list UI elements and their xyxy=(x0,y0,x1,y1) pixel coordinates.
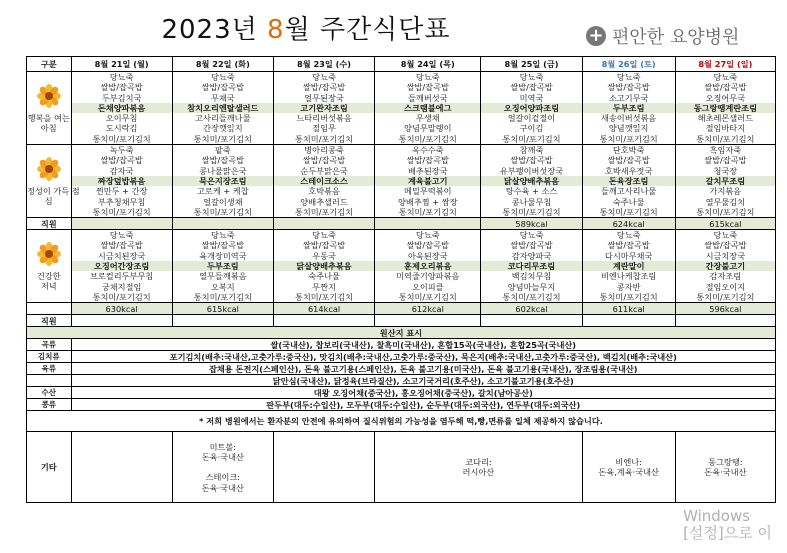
menu-item: 청국장 xyxy=(713,165,738,176)
menu-item: 양념마늘무지 xyxy=(507,281,556,292)
kcal-value: 624kcal xyxy=(582,218,675,230)
menu-item: 순두부맑은국 xyxy=(300,165,348,176)
origin-category: 김치류 xyxy=(27,351,72,363)
menu-item: 통치미/포기김치 xyxy=(294,206,354,217)
etc-label: 기타 xyxy=(27,432,72,503)
day-menu xyxy=(582,72,675,145)
menu-item: 시금치장국 xyxy=(705,250,746,261)
menu-item: 부추청채무침 xyxy=(97,196,146,207)
menu-item: 감자양파국 xyxy=(511,250,552,261)
menu-item: 통치미/포기김치 xyxy=(193,206,252,217)
menu-item: 쌀밥/잡곡밥 xyxy=(406,155,449,166)
menu-item: 쌀밥/잡곡밥 xyxy=(201,240,244,251)
etc-line: 러시아산 xyxy=(462,467,495,478)
kcal-value: 611kcal xyxy=(582,303,675,315)
kcal-value: 615kcal xyxy=(675,218,775,230)
staff-empty xyxy=(582,315,675,327)
menu-item: 오복지 xyxy=(210,281,235,292)
day-menu xyxy=(481,145,582,218)
day-header: 8월 27일 (일) xyxy=(675,57,775,72)
menu-item: 쌀밥/잡곡밥 xyxy=(100,240,143,251)
origin-category: 수산 xyxy=(27,387,72,399)
header-row xyxy=(27,57,776,72)
menu-item: 무생채 xyxy=(415,113,440,124)
etc-line: 스테이크: xyxy=(205,472,241,483)
day-header: 8월 22일 (화) xyxy=(172,57,273,72)
menu-item: 통치미/포기김치 xyxy=(193,291,252,302)
etc-line: 동그랑땡: xyxy=(708,456,743,467)
menu-item: 탕수육 + 소스 xyxy=(505,186,558,197)
menu-item: 절임오이지 xyxy=(705,281,746,292)
staff-empty xyxy=(375,315,481,327)
menu-item: 쌀밥/잡곡밥 xyxy=(510,82,553,93)
hospital-name: 편안한 요양병원 xyxy=(612,27,740,48)
menu-item: 열무물김치 xyxy=(705,196,746,207)
menu-item: 우동국 xyxy=(312,250,336,261)
origin-text: 쌀(국내산), 찹보리(국내산), 찰흑미(국내산), 혼합15곡(국내산), 혼합25곡(국내산) xyxy=(71,339,775,351)
menu-item: 쌀밥/잡곡밥 xyxy=(406,82,449,93)
staff-empty xyxy=(481,315,582,327)
menu-item: 당뇨죽 xyxy=(713,72,738,82)
menu-item: 양배추찜 + 쌈장 xyxy=(398,196,458,207)
menu-item: 병아리콩죽 xyxy=(304,145,344,156)
menu-item: 오징어간장조림 xyxy=(72,261,172,271)
menu-item: 콩자반 xyxy=(616,281,641,292)
meal-row xyxy=(27,145,776,218)
menu-item: 당뇨죽 xyxy=(210,72,235,82)
kcal-label: 직원 xyxy=(27,218,72,230)
day-header: 8월 26일 (토) xyxy=(582,57,675,72)
origin-row xyxy=(27,351,776,363)
menu-item: 갈치무조림 xyxy=(676,176,775,186)
origin-category: 곡류 xyxy=(27,339,72,351)
meal-label xyxy=(27,72,72,145)
menu-item: 당뇨죽 xyxy=(312,230,336,241)
day-menu xyxy=(172,230,273,303)
menu-item: 쌀밥/잡곡밥 xyxy=(100,82,143,93)
menu-item: 무짠지 xyxy=(312,281,336,292)
staff-label: 직원 xyxy=(27,315,72,327)
origin-text: 대왕 오징어채(중국산), 홍오징어채(중국산), 갈치(남아공산) xyxy=(71,387,775,399)
menu-item: 들깨버섯국 xyxy=(408,92,448,103)
menu-item: 당뇨죽 xyxy=(519,72,544,82)
origin-title: 원산지 표시 xyxy=(27,327,776,339)
menu-item: 닭살양배추볶음 xyxy=(481,176,581,186)
menu-item: 오징어양파조림 xyxy=(481,103,581,113)
menu-item: 통치미/포기김치 xyxy=(294,291,354,302)
kcal-value xyxy=(375,218,481,230)
menu-item: 당뇨죽 xyxy=(616,72,641,82)
menu-item: 흑임자죽 xyxy=(709,145,742,156)
etc-cell xyxy=(71,432,172,503)
menu-item: 팥죽 xyxy=(214,145,231,156)
origin-text: 포기김치(배추:국내산,고춧가루:중국산), 맛김치(배추:국내산,고춧가루:중국산), 묵은지(배추:국내산,고춧가루:중국산), 백김치(배추:국내산) xyxy=(71,351,775,363)
menu-item: 양념무말랭이 xyxy=(404,123,452,134)
menu-item: 콩나물맑은국 xyxy=(199,165,247,176)
menu-item: 녹두죽 xyxy=(109,145,134,156)
menu-item: 통치미/포기김치 xyxy=(92,133,151,144)
meal-label-line: 행복을 여는 xyxy=(27,112,70,123)
menu-item: 궁채지절임 xyxy=(101,281,142,292)
kcal-row xyxy=(27,303,776,315)
menu-item: 얼갈이생채 xyxy=(203,196,243,207)
origin-row xyxy=(27,339,776,351)
page-title: 2023년 8월 주간식단표 xyxy=(161,15,451,45)
day-header: 8월 23일 (수) xyxy=(273,57,374,72)
menu-item: 당뇨죽 xyxy=(109,230,134,241)
menu-sheet xyxy=(26,8,776,548)
menu-item: 시금치된장국 xyxy=(97,250,146,261)
menu-item: 감자국 xyxy=(109,165,134,176)
menu-item: 두부조림 xyxy=(583,103,675,113)
menu-item: 고사리들깨나물 xyxy=(195,113,251,124)
day-menu xyxy=(675,230,775,303)
kcal-value: 602kcal xyxy=(481,303,582,315)
kcal-value: 596kcal xyxy=(675,303,775,315)
meal-row xyxy=(27,72,776,145)
menu-item: 코다리무조림 xyxy=(481,261,581,271)
meal-label xyxy=(27,230,72,303)
menu-item: 당뇨죽 xyxy=(415,72,440,82)
menu-item: 통치미/포기김치 xyxy=(696,291,755,302)
menu-item: 통치미/포기김치 xyxy=(92,291,151,302)
menu-item: 느타리버섯볶음 xyxy=(296,113,352,124)
meal-row xyxy=(27,230,776,303)
menu-item: 쌀밥/잡곡밥 xyxy=(510,240,553,251)
menu-item: 참깨죽 xyxy=(519,145,544,156)
menu-item: 옥수수죽 xyxy=(411,145,444,156)
menu-item: 배추된장국 xyxy=(408,165,448,176)
menu-item: 육개장미역국 xyxy=(199,250,247,261)
menu-item: 감자조림 xyxy=(709,271,742,282)
menu-item: 단호박죽 xyxy=(612,145,645,156)
day-menu xyxy=(375,230,481,303)
etc-cell xyxy=(375,432,582,503)
menu-item: 백김치무침 xyxy=(511,271,552,282)
notice-row xyxy=(27,411,776,432)
kcal-value xyxy=(273,218,374,230)
menu-item: 다시마무채국 xyxy=(604,250,653,261)
day-menu xyxy=(71,230,172,303)
day-menu xyxy=(172,145,273,218)
etc-line xyxy=(173,462,273,472)
staff-empty xyxy=(273,315,374,327)
etc-cell xyxy=(273,432,374,503)
etc-line: 돈육·국내산 xyxy=(201,482,244,493)
etc-line: 코다리: xyxy=(465,456,492,467)
menu-item: 통치미/포기김치 xyxy=(696,206,755,217)
menu-item: 오징어무국 xyxy=(705,92,746,103)
origin-category: 육류 xyxy=(27,363,72,375)
meal-label-line: 아침 xyxy=(40,123,57,134)
menu-item: 통치미/포기김치 xyxy=(599,291,658,302)
origin-text: 판두부(대두:수입산), 모두부(대두:수입산), 순두부(대두:외국산), 연두부(대두:외국산) xyxy=(71,399,775,411)
etc-cell xyxy=(675,432,775,503)
menu-item: 쌀밥/잡곡밥 xyxy=(201,155,244,166)
menu-item: 두부조림 xyxy=(173,261,273,271)
day-menu xyxy=(375,145,481,218)
menu-item: 스테이크소스 xyxy=(274,176,374,186)
day-menu xyxy=(481,72,582,145)
menu-item: 쌀밥/잡곡밥 xyxy=(201,82,244,93)
menu-item: 미역국 xyxy=(519,92,544,103)
menu-item: 오이무침 xyxy=(105,113,138,124)
day-menu xyxy=(71,145,172,218)
menu-item: 호박볶음 xyxy=(308,186,340,197)
etc-cell xyxy=(582,432,675,503)
staff-empty xyxy=(71,315,172,327)
etc-line: 비엔나: xyxy=(615,456,642,467)
menu-item: 쌀밥/잡곡밥 xyxy=(704,155,747,166)
menu-item: 당뇨죽 xyxy=(713,230,738,241)
menu-item: 쌀밥/잡곡밥 xyxy=(302,155,346,166)
menu-item: 고로케 + 케찹 xyxy=(197,186,249,197)
menu-item: 간장깻잎지 xyxy=(203,123,243,134)
menu-item: 메밀무떡볶이 xyxy=(404,186,452,197)
menu-item: 통치미/포기김치 xyxy=(294,133,354,144)
menu-item: 브로컬리두부무침 xyxy=(89,271,154,282)
menu-item: 양배추샐러드 xyxy=(300,196,348,207)
windows-watermark: Windows [설정]으로 이 xyxy=(683,507,772,542)
meal-label-line: 정성이 가득 점 xyxy=(27,185,80,196)
day-menu xyxy=(375,72,481,145)
origin-text: 잡채용 돈전지(스페인산), 돈육 불고기용(스페인산), 돈육 불고기용(미국산), 돈육 불고기용(국내산), 장조림용(국내산) xyxy=(71,363,775,375)
staff-empty xyxy=(675,315,775,327)
menu-item: 얼무된장국 xyxy=(304,92,344,103)
menu-item: 묵은지장조림 xyxy=(173,176,273,186)
menu-item: 당뇨죽 xyxy=(312,72,336,82)
menu-item: 쌀밥/잡곡밥 xyxy=(607,155,650,166)
etc-line: 돈육·국내산 xyxy=(704,467,747,478)
menu-item: 호박새우젓국 xyxy=(604,165,653,176)
menu-item: 쌀밥/잡곡밥 xyxy=(704,82,747,93)
notice-text: * 저희 병원에서는 환자분의 안전에 유의하여 질식위험의 가능성을 염두해 떡,빵,면류를 일체 제공하지 않습니다. xyxy=(27,411,776,432)
meal-label-line: 건강한 xyxy=(36,271,61,282)
origin-text: 닭안심(국내산), 닭정육(브라질산), 소고기국거리(호주산), 소고기불고기용(호주산) xyxy=(71,375,775,387)
flower-icon xyxy=(36,83,62,109)
menu-item: 소고기무국 xyxy=(608,92,649,103)
menu-item: 쌀밥/잡곡밥 xyxy=(302,82,346,93)
day-menu xyxy=(675,72,775,145)
origin-row xyxy=(27,399,776,411)
origin-category xyxy=(27,375,72,387)
menu-item: 통치미/포기김치 xyxy=(398,291,457,302)
origin-title-row xyxy=(27,327,776,339)
kcal-row xyxy=(27,218,776,230)
menu-item: 통치미/포기김치 xyxy=(398,206,457,217)
meal-label-line: 저녁 xyxy=(40,281,57,292)
menu-item: 두부김치국 xyxy=(101,92,142,103)
etc-line: 돈육·국내산 xyxy=(201,451,244,462)
kcal-value: 615kcal xyxy=(172,303,273,315)
menu-item: 무채국 xyxy=(210,92,235,103)
menu-item: 열무들깨볶음 xyxy=(199,271,247,282)
menu-item: 쌀밥/잡곡밥 xyxy=(510,155,553,166)
flower-icon xyxy=(36,156,62,182)
menu-item: 숙주나물 xyxy=(308,271,340,282)
menu-item: 계육불고기 xyxy=(375,176,480,186)
menu-item: 구이김 xyxy=(519,123,544,134)
menu-item: 들깨고사리나물 xyxy=(600,186,657,197)
kcal-value: 612kcal xyxy=(375,303,481,315)
menu-item: 새송이버섯볶음 xyxy=(600,113,657,124)
staff-empty xyxy=(172,315,273,327)
menu-item: 콩나물무침 xyxy=(511,196,552,207)
menu-item: 간장불고기 xyxy=(676,261,775,271)
menu-item: 비엔나케찹조림 xyxy=(600,271,657,282)
etc-line: 미트볼: xyxy=(209,441,237,452)
menu-item: 통치미/포기김치 xyxy=(599,206,658,217)
hospital-logo xyxy=(586,22,786,50)
menu-item: 고기완자조림 xyxy=(274,103,374,113)
day-menu xyxy=(273,145,374,218)
day-header: 8월 25일 (금) xyxy=(481,57,582,72)
etc-row xyxy=(27,432,776,503)
menu-item: 통치미/포기김치 xyxy=(599,133,658,144)
menu-item: 당뇨죽 xyxy=(519,230,544,241)
menu-item: 동그랑땡계란조림 xyxy=(676,103,775,113)
menu-item: 쌀밥/잡곡밥 xyxy=(607,240,650,251)
menu-item: 쌀밥/잡곡밥 xyxy=(406,240,449,251)
day-menu xyxy=(582,145,675,218)
menu-item: 오이피클 xyxy=(411,281,444,292)
menu-item: 양념깻잎지 xyxy=(608,123,649,134)
etc-line: 돈육,계육·국내산 xyxy=(598,467,659,478)
menu-item: 돈육장조림 xyxy=(583,176,675,186)
menu-item: 통치미/포기김치 xyxy=(502,291,561,302)
menu-item: 짜장덮밥볶음 xyxy=(72,176,172,186)
menu-item: 계란말이 xyxy=(583,261,675,271)
day-menu xyxy=(675,145,775,218)
menu-item: 훈제오리볶음 xyxy=(375,261,480,271)
menu-item: 쌀밥/잡곡밥 xyxy=(100,155,143,166)
menu-item: 해초레몬샐러드 xyxy=(697,113,754,124)
etc-cell xyxy=(172,432,273,503)
kcal-value: 630kcal xyxy=(71,303,172,315)
day-menu xyxy=(481,230,582,303)
menu-item: 스크램블에그 xyxy=(375,103,480,113)
menu-item: 당뇨죽 xyxy=(415,230,440,241)
origin-row xyxy=(27,363,776,375)
day-menu xyxy=(582,230,675,303)
corner-label: 구분 xyxy=(27,57,72,72)
menu-item: 아욱된장국 xyxy=(408,250,448,261)
kcal-value xyxy=(172,218,273,230)
menu-item: 도시락김 xyxy=(105,123,138,134)
menu-item: 통치미/포기김치 xyxy=(193,133,252,144)
meal-label-line: 심 xyxy=(44,196,53,207)
menu-item: 통치미/포기김치 xyxy=(696,133,755,144)
menu-item: 당뇨죽 xyxy=(210,230,235,241)
kcal-value: 614kcal xyxy=(273,303,374,315)
menu-item: 가지볶음 xyxy=(709,186,742,197)
menu-item: 당뇨죽 xyxy=(109,72,134,82)
menu-item: 돈채양파볶음 xyxy=(72,103,172,113)
staff-row xyxy=(27,315,776,327)
menu-item: 미역줄기양파볶음 xyxy=(396,271,460,282)
menu-item: 얼갈이겉절이 xyxy=(507,113,556,124)
meal-label xyxy=(27,145,80,218)
menu-item: 절임무 xyxy=(312,123,336,134)
menu-item: 절임바타지 xyxy=(705,123,746,134)
menu-item: 유부팽이버섯장국 xyxy=(499,165,564,176)
menu-item: 쌀밥/잡곡밥 xyxy=(302,240,346,251)
weekly-menu-table xyxy=(26,56,776,503)
menu-item: 쌀밥/잡곡밥 xyxy=(704,240,747,251)
day-menu xyxy=(71,72,172,145)
menu-item: 쌀밥/잡곡밥 xyxy=(607,82,650,93)
origin-category: 콩류 xyxy=(27,399,72,411)
day-menu xyxy=(273,72,374,145)
day-menu xyxy=(172,72,273,145)
kcal-label xyxy=(27,303,72,315)
menu-item: 찐만두 + 간장 xyxy=(95,186,148,197)
menu-item: 당뇨죽 xyxy=(616,230,641,241)
cross-icon: + xyxy=(586,26,606,46)
menu-item: 숙주나물 xyxy=(612,196,645,207)
day-header: 8월 24일 (목) xyxy=(375,57,481,72)
menu-item: 통치미/포기김치 xyxy=(502,206,561,217)
day-header: 8월 21일 (월) xyxy=(71,57,172,72)
menu-item: 닭살양배추볶음 xyxy=(274,261,374,271)
origin-row xyxy=(27,375,776,387)
origin-row xyxy=(27,387,776,399)
menu-item: 참치오리엔탈샐러드 xyxy=(173,103,273,113)
day-menu xyxy=(273,230,374,303)
menu-item: 통치미/포기김치 xyxy=(398,133,457,144)
menu-item: 통치미/포기김치 xyxy=(502,133,561,144)
kcal-value xyxy=(71,218,172,230)
menu-item: 통치미/포기김치 xyxy=(92,206,151,217)
flower-icon xyxy=(36,241,62,267)
kcal-value: 589kcal xyxy=(481,218,582,230)
